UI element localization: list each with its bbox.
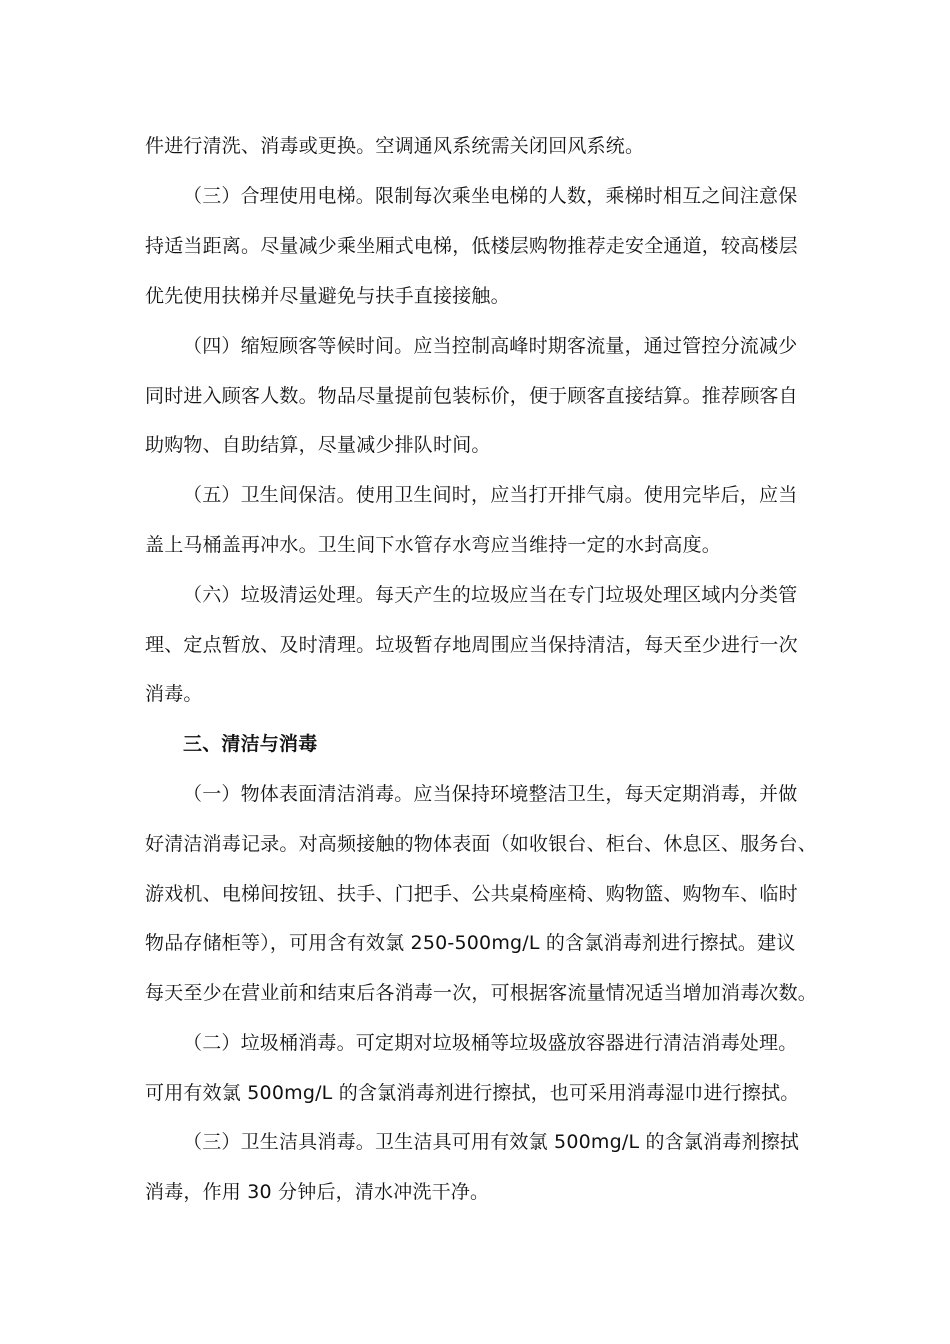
text-line: 持适当距离。尽量减少乘坐厢式电梯，低楼层购物推荐走安全通道，较高楼层 — [145, 235, 798, 257]
paragraph-first-line: （二）垃圾桶消毒。可定期对垃圾桶等垃圾盛放容器进行清洁消毒处理。 — [183, 1032, 798, 1054]
text-line: 优先使用扶梯并尽量避免与扶手直接接触。 — [145, 285, 510, 307]
text-line: 可用有效氯 500mg/L 的含氯消毒剂进行擦拭，也可采用消毒湿巾进行擦拭。 — [145, 1082, 800, 1104]
text-line: 消毒。 — [145, 683, 203, 705]
paragraph-first-line: （三）卫生洁具消毒。卫生洁具可用有效氯 500mg/L 的含氯消毒剂擦拭 — [183, 1131, 800, 1153]
text-line: 每天至少在营业前和结束后各消毒一次，可根据客流量情况适当增加消毒次数。 — [145, 982, 818, 1004]
paragraph-first-line: （五）卫生间保洁。使用卫生间时，应当打开排气扇。使用完毕后，应当 — [183, 484, 798, 506]
text-line: 游戏机、电梯间按钮、扶手、门把手、公共桌椅座椅、购物篮、购物车、临时 — [145, 883, 798, 905]
text-line: 盖上马桶盖再冲水。卫生间下水管存水弯应当维持一定的水封高度。 — [145, 534, 722, 556]
text-line: 理、定点暂放、及时清理。垃圾暂存地周围应当保持清洁，每天至少进行一次 — [145, 634, 798, 656]
text-line: 好清洁消毒记录。对高频接触的物体表面（如收银台、柜台、休息区、服务台、 — [145, 833, 818, 855]
text-line: 件进行清洗、消毒或更换。空调通风系统需关闭回风系统。 — [145, 135, 645, 157]
paragraph-first-line: （六）垃圾清运处理。每天产生的垃圾应当在专门垃圾处理区域内分类管 — [183, 584, 798, 606]
text-line: 助购物、自助结算，尽量减少排队时间。 — [145, 434, 491, 456]
text-line: 消毒，作用 30 分钟后，清水冲洗干净。 — [145, 1181, 490, 1203]
section-heading: 三、清洁与消毒 — [183, 733, 318, 755]
text-line: 物品存储柜等），可用含有效氯 250-500mg/L 的含氯消毒剂进行擦拭。建议 — [145, 932, 796, 954]
text-line: 同时进入顾客人数。物品尽量提前包装标价，便于顾客直接结算。推荐顾客自 — [145, 385, 798, 407]
paragraph-first-line: （四）缩短顾客等候时间。应当控制高峰时期客流量，通过管控分流减少 — [183, 335, 798, 357]
paragraph-first-line: （一）物体表面清洁消毒。应当保持环境整洁卫生，每天定期消毒，并做 — [183, 783, 798, 805]
paragraph-first-line: （三）合理使用电梯。限制每次乘坐电梯的人数，乘梯时相互之间注意保 — [183, 185, 798, 207]
